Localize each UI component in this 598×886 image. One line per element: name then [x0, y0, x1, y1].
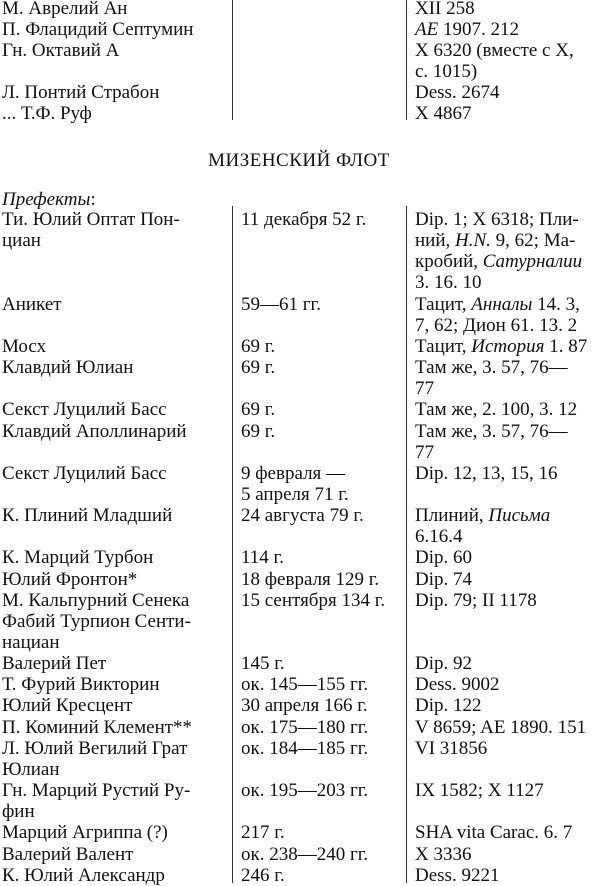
name-cell: Л. Понтий Страбон: [2, 82, 160, 103]
top-table-rule-right: [406, 0, 407, 120]
date-cell: 11 декабря 52 г.: [241, 209, 367, 230]
date-cell: ок. 175—180 гг.: [241, 716, 369, 738]
name-cell: Клавдий Юлиан: [2, 357, 134, 379]
name-cell: Мосх: [2, 335, 47, 357]
source-fragment: H.N.: [455, 230, 491, 252]
source-cell: [415, 378, 434, 399]
source-cell: [415, 463, 558, 484]
source-fragment: 3. 16. 10: [415, 272, 482, 294]
source-fragment: Плиний,: [415, 505, 489, 527]
date-cell: 69 г.: [241, 357, 276, 379]
date-cell: 9 февраля —: [241, 462, 346, 484]
source-cell: [415, 82, 499, 103]
subheading-colon: :: [90, 189, 96, 210]
source-fragment: Dip. 79; II 1178: [415, 589, 537, 611]
source-cell: [415, 19, 519, 40]
subheading-text: Префекты: [2, 189, 91, 210]
source-fragment: Dip. 92: [415, 653, 472, 675]
name-cell: фин: [2, 801, 35, 823]
source-cell: [415, 717, 586, 738]
source-fragment: 14. 3,: [532, 293, 580, 315]
source-fragment: VI 31856: [415, 737, 488, 759]
source-fragment: X 6320 (вместе с X,: [415, 40, 574, 61]
main-table-rule-right: [406, 206, 407, 883]
date-cell: ок. 145—155 гг.: [241, 674, 369, 696]
source-fragment: Dip. 122: [415, 695, 482, 717]
date-cell: 217 г.: [241, 822, 285, 844]
source-cell: [415, 442, 434, 463]
source-fragment: AE: [415, 19, 439, 40]
source-fragment: Dess. 2674: [415, 82, 500, 103]
source-fragment: X 3336: [415, 843, 472, 865]
source-fragment: Тацит,: [415, 293, 472, 315]
source-cell: [415, 505, 550, 526]
source-cell: [415, 230, 575, 251]
source-cell: [415, 421, 568, 442]
name-cell: нациан: [2, 632, 60, 653]
name-cell: К. Плиний Младший: [2, 505, 173, 527]
main-table-rule-left: [232, 206, 233, 883]
source-fragment: Dip. 1; X 6318; Пли-: [415, 209, 579, 230]
source-fragment: Сатурналии: [482, 251, 583, 273]
date-cell: 69 г.: [241, 399, 276, 421]
source-fragment: Dip. 12, 13, 15, 16: [415, 462, 558, 484]
source-cell: [415, 526, 463, 547]
name-cell: Юлиан: [2, 758, 60, 780]
date-cell: 114 г.: [241, 547, 284, 569]
name-cell: Т. Фурий Викторин: [2, 674, 160, 696]
source-fragment: Dess. 9002: [415, 674, 500, 696]
source-fragment: Анналы: [471, 293, 533, 315]
subheading: [2, 189, 96, 210]
name-cell: Гн. Марций Рустий Ру-: [2, 780, 191, 802]
source-cell: [415, 569, 472, 590]
date-cell: 69 г.: [241, 420, 276, 442]
source-cell: [415, 399, 577, 420]
source-cell: [415, 844, 471, 865]
source-fragment: 77: [415, 378, 434, 400]
source-fragment: Письма: [488, 505, 551, 527]
name-cell: М. Кальпурний Сенека: [2, 589, 190, 611]
name-cell: Ти. Юлий Оптат Пон-: [2, 209, 180, 230]
date-cell: 145 г.: [241, 653, 285, 675]
source-fragment: IX 1582; X 1127: [415, 780, 544, 802]
name-cell: циан: [2, 230, 41, 252]
source-cell: [415, 357, 568, 378]
source-cell: [415, 590, 537, 611]
source-cell: [415, 0, 475, 19]
name-cell: Валерий Пет: [2, 653, 107, 675]
source-cell: [415, 865, 499, 886]
name-cell: Аникет: [2, 293, 62, 315]
source-cell: [415, 103, 471, 124]
source-cell: [415, 315, 577, 336]
name-cell: ... Т.Ф. Руф: [2, 103, 92, 124]
source-cell: [415, 336, 587, 357]
name-cell: Клавдий Аполлинарий: [2, 420, 187, 442]
source-fragment: История: [471, 335, 545, 357]
source-cell: [415, 653, 472, 674]
source-fragment: ний,: [415, 230, 456, 252]
name-cell: М. Аврелий Ан: [2, 0, 128, 19]
date-cell: 59—61 гг.: [241, 293, 321, 315]
date-cell: ок. 184—185 гг.: [241, 737, 369, 759]
source-fragment: SHA vita Carac. 6. 7: [415, 822, 573, 844]
source-cell: [415, 251, 582, 272]
name-cell: К. Юлий Александр: [2, 864, 165, 886]
source-fragment: Dip. 74: [415, 568, 472, 590]
source-fragment: XII 258: [415, 0, 475, 19]
source-fragment: 1. 87: [544, 335, 588, 357]
source-cell: [415, 209, 579, 230]
name-cell: Секст Луцилий Басс: [2, 399, 167, 421]
name-cell: Марций Агриппа (?): [2, 822, 168, 844]
date-cell: 30 апреля 166 г.: [241, 695, 368, 717]
source-fragment: Тацит,: [415, 335, 472, 357]
name-cell: Валерий Валент: [2, 843, 134, 865]
source-cell: [415, 822, 572, 843]
name-cell: Л. Юлий Вегилий Грат: [2, 737, 188, 759]
name-cell: Юлий Кресцент: [2, 695, 133, 717]
section-title: МИЗЕНСКИЙ ФЛОТ: [208, 150, 390, 171]
date-cell: 24 августа 79 г.: [241, 505, 364, 527]
source-fragment: 6.16.4: [415, 526, 463, 548]
name-cell: П. Коминий Клемент**: [2, 716, 193, 738]
name-cell: П. Флацидий Септумин: [2, 19, 194, 40]
source-cell: [415, 61, 477, 82]
name-cell: Гн. Октавий А: [2, 40, 120, 61]
source-fragment: Dip. 60: [415, 547, 472, 569]
source-fragment: Там же, 3. 57, 76—: [415, 420, 568, 442]
source-cell: [415, 738, 487, 759]
date-cell: 15 сентября 134 г.: [241, 589, 386, 611]
date-cell: 246 г.: [241, 864, 285, 886]
source-fragment: 1907. 212: [438, 19, 519, 40]
source-fragment: 9, 62; Ма-: [490, 230, 576, 252]
source-fragment: Там же, 2. 100, 3. 12: [415, 399, 578, 421]
date-cell: 69 г.: [241, 335, 276, 357]
source-cell: [415, 780, 544, 801]
name-cell: Секст Луцилий Басс: [2, 462, 167, 484]
source-cell: [415, 547, 472, 568]
source-fragment: X 4867: [415, 103, 472, 124]
date-cell: 18 февраля 129 г.: [241, 568, 380, 590]
source-fragment: Dess. 9221: [415, 864, 500, 886]
source-cell: [415, 272, 482, 293]
date-cell: ок. 238—240 гг.: [241, 843, 369, 865]
source-cell: [415, 40, 574, 61]
source-fragment: Там же, 3. 57, 76—: [415, 357, 568, 379]
date-cell: ок. 195—203 гг.: [241, 780, 369, 802]
source-cell: [415, 695, 482, 716]
top-table-rule-left: [232, 0, 233, 120]
source-fragment: кробий,: [415, 251, 483, 273]
name-cell: К. Марций Турбон: [2, 547, 154, 569]
source-fragment: 7, 62; Дион 61. 13. 2: [415, 314, 578, 336]
name-cell: Фабий Турпион Сенти-: [2, 610, 191, 632]
source-cell: [415, 294, 580, 315]
source-cell: [415, 674, 499, 695]
source-fragment: с. 1015): [415, 61, 478, 82]
name-cell: Юлий Фронтон*: [2, 568, 138, 590]
source-fragment: 77: [415, 441, 434, 463]
date-cell: 5 апреля 71 г.: [241, 483, 349, 505]
source-fragment: V 8659; AE 1890. 151: [415, 716, 587, 738]
